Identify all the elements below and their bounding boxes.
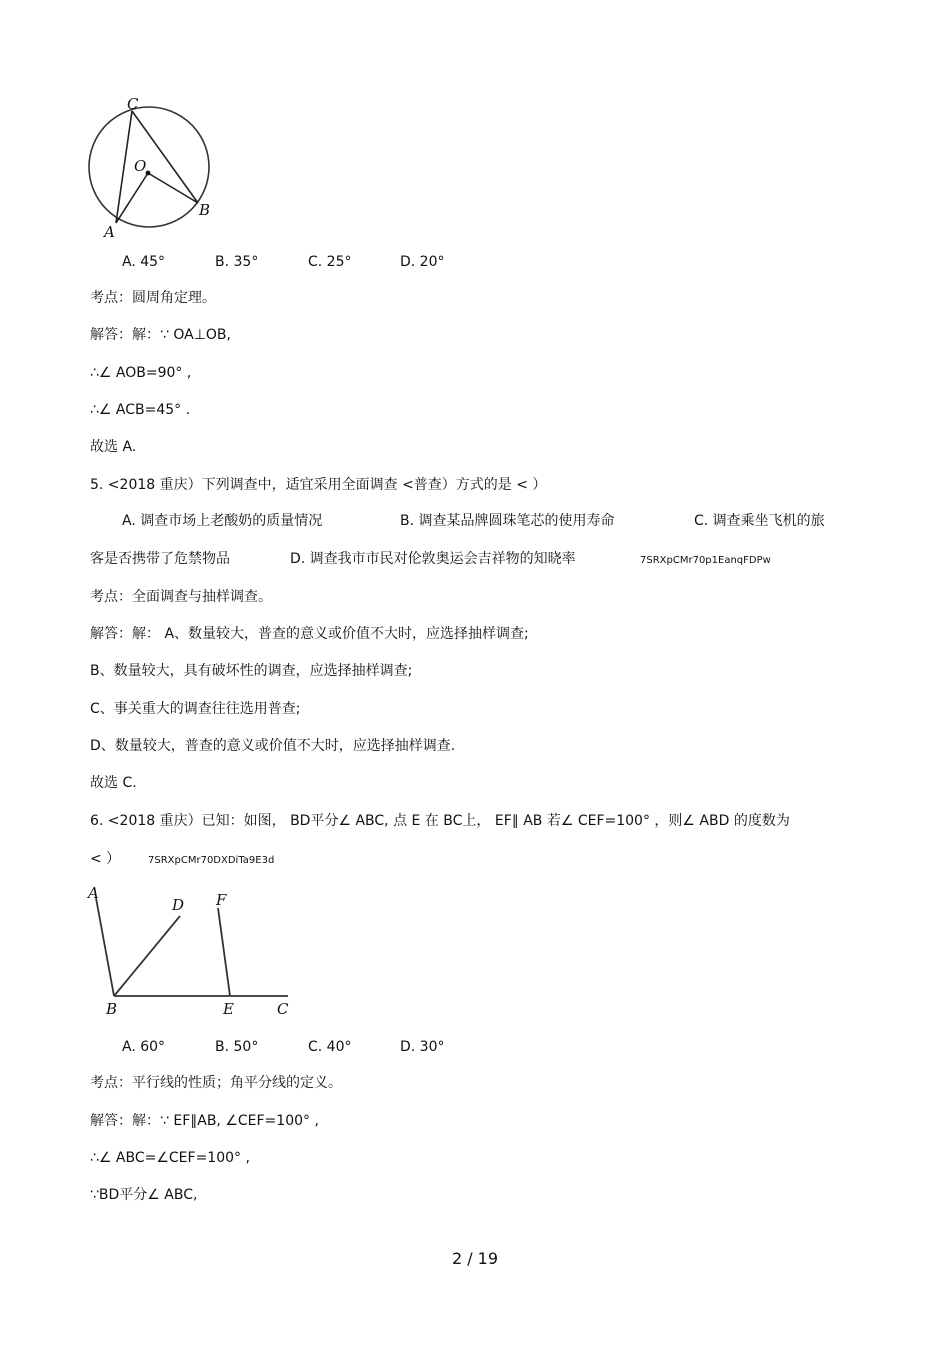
q5-step-d: D、数量较大，普查的意义或价值不大时，应选择抽样调查.: [90, 738, 456, 754]
label-d: D: [172, 896, 185, 914]
q5-jieda: 解答：解： A、数量较大，普查的意义或价值不大时，应选择抽样调查;: [90, 626, 529, 642]
q6-jieda: 解答：解：∵ EF∥AB, ∠CEF=100° ,: [90, 1113, 319, 1129]
chord-ca: [116, 111, 132, 223]
q4-option-d: D. 20°: [400, 254, 445, 270]
q5-stem: 5. <2018 重庆）下列调查中，适宜采用全面调查 <普查）方式的是 < ）: [90, 477, 547, 493]
q6-option-d: D. 30°: [400, 1039, 445, 1055]
q6-step1: ∴∠ ABC=∠CEF=100° ,: [90, 1150, 250, 1166]
q5-step-b: B、数量较大，具有破坏性的调查，应选择抽样调查;: [90, 663, 413, 679]
label-c: C: [277, 1000, 289, 1018]
q6-kaodian: 考点：平行线的性质；角平分线的定义。: [90, 1075, 342, 1091]
label-b: B: [199, 201, 211, 219]
q5-option-b: B. 调查某品牌圆珠笔芯的使用寿命: [400, 513, 615, 529]
q5-option-c: C. 调查乘坐飞机的旅: [694, 513, 825, 529]
q6-option-a: A. 60°: [122, 1039, 166, 1055]
label-a: A: [88, 884, 99, 902]
q4-kaodian: 考点：圆周角定理。: [90, 290, 216, 306]
q6-step2: ∵BD平分∠ ABC,: [90, 1187, 198, 1203]
ray-bd: [114, 916, 180, 996]
q6-option-c: C. 40°: [308, 1039, 352, 1055]
circle: [89, 107, 209, 227]
q6-stem-cont: < ）: [90, 851, 121, 867]
parallel-lines-figure: [84, 880, 294, 1020]
ray-ba: [96, 898, 114, 996]
center-point: [146, 171, 151, 176]
q5-answer: 故选 C.: [90, 775, 137, 791]
segment-ef: [218, 908, 230, 996]
q5-option-c-cont: 客是否携带了危禁物品: [90, 551, 230, 567]
q6-code: 7SRXpCMr70DXDiTa9E3d: [148, 855, 275, 866]
q5-code: 7SRXpCMr70p1EanqFDPw: [640, 555, 771, 566]
q5-option-a: A. 调查市场上老酸奶的质量情况: [122, 513, 323, 529]
q4-option-b: B. 35°: [215, 254, 259, 270]
label-e: E: [223, 1000, 234, 1018]
label-b: B: [106, 1000, 118, 1018]
q5-step-c: C、事关重大的调查往往选用普查;: [90, 701, 301, 717]
q4-step1: ∴∠ AOB=90° ,: [90, 365, 192, 381]
radius-ob: [148, 173, 198, 203]
q6-option-b: B. 50°: [215, 1039, 259, 1055]
radius-oa: [116, 173, 148, 223]
q6-stem: 6. <2018 重庆）已知：如图， BD平分∠ ABC, 点 E 在 BC上， EF∥ AB 若∠ CEF=100° ，则∠ ABD 的度数为: [90, 813, 790, 829]
label-a: A: [104, 223, 115, 241]
page-number: 2 / 19: [451, 1249, 499, 1268]
q4-jieda: 解答：解：∵ OA⊥OB,: [90, 327, 231, 343]
q4-option-a: A. 45°: [122, 254, 166, 270]
q4-answer: 故选 A.: [90, 439, 137, 455]
label-o: O: [134, 157, 147, 175]
q5-option-d: D. 调查我市市民对伦敦奥运会吉祥物的知晓率: [290, 551, 576, 567]
circle-figure: [84, 92, 224, 242]
q5-kaodian: 考点：全面调查与抽样调查。: [90, 589, 272, 605]
q4-option-c: C. 25°: [308, 254, 352, 270]
q4-step2: ∴∠ ACB=45° .: [90, 402, 191, 418]
label-f: F: [216, 891, 227, 909]
label-c: C: [127, 95, 139, 113]
